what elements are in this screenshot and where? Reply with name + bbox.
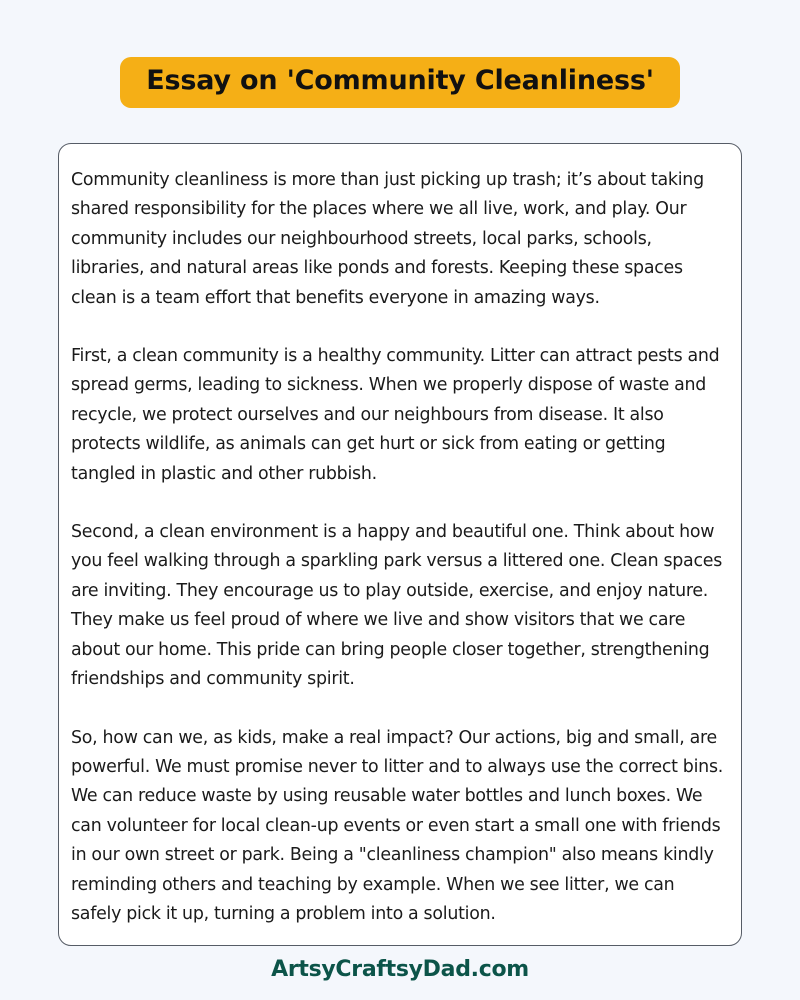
title-banner	[120, 57, 680, 108]
essay-paragraph-3: Second, a clean environment is a happy and beautiful one. Think about how you feel walking through a sparkling park versus a littered one. Clean spaces are inviting. They encourage us to play outside, exercise, and enjoy nature. They make us feel proud of where we live and show visitors that we care about our home. This pride can bring people closer together, strengthening friendships and community spirit.	[71, 522, 723, 690]
title-banner-container	[0, 57, 800, 108]
footer	[0, 957, 800, 982]
essay-paragraph-1: Community cleanliness is more than just picking up trash; it’s about taking shared responsibility for the places where we all live, work, and play. Our community includes our neighbourhood streets, local parks, schools, libraries, and natural areas like ponds and forests. Keeping these spaces clean is a team effort that benefits everyone in amazing ways.	[71, 170, 704, 308]
essay-paragraph-2: First, a clean community is a healthy community. Litter can attract pests and spread germs, leading to sickness. When we properly dispose of waste and recycle, we protect ourselves and our neighbours from disease. It also protects wildlife, as animals can get hurt or sick from eating or getting tangled in plastic and other rubbish.	[71, 346, 720, 484]
essay-body	[71, 166, 729, 929]
page-title: Essay on 'Community Cleanliness'	[146, 65, 654, 96]
essay-card	[58, 143, 742, 946]
essay-paragraph-4: So, how can we, as kids, make a real impact? Our actions, big and small, are powerful. We must promise never to litter and to always use the correct bins. We can reduce waste by using reusable water bottles and lunch boxes. We can volunteer for local clean-up events or even start a small one with friends in our own street or park. Being a "cleanliness champion" also means kindly reminding others and teaching by example. When we see litter, we can safely pick it up, turning a problem into a solution.	[71, 727, 724, 924]
site-brand: ArtsyCraftsyDad.com	[271, 957, 529, 982]
